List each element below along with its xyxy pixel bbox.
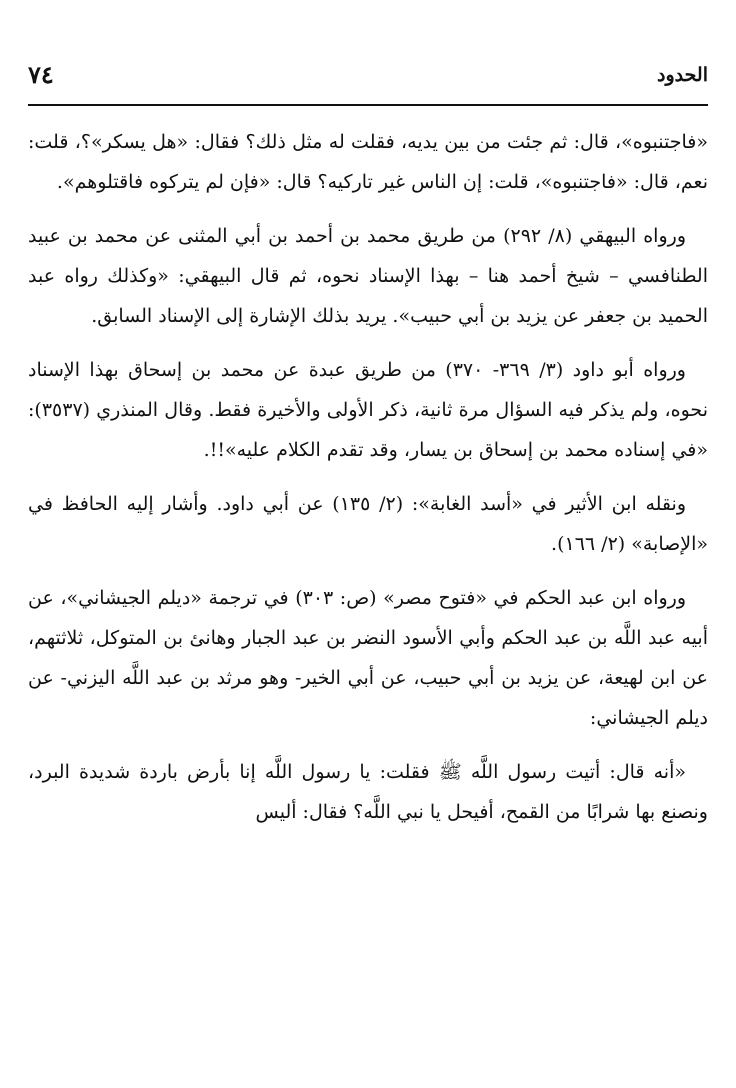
paragraph-line: شديدة البرد، ونصنع بها شرابًا من القمح، أفيحل يا نبي اللَّه؟ فقال: أليس bbox=[28, 761, 708, 823]
paragraph bbox=[28, 350, 708, 470]
paragraph-line: «فاجتنبوه»، قال: ثم جئت من بين يديه، فقلت له مثل ذلك؟ فقال: «هل bbox=[152, 131, 709, 153]
paragraph-line: ونقله ابن الأثير في «أسد الغابة»: (٢/ ١٣٥) عن أبي داود. وأشار إليه bbox=[126, 493, 687, 515]
paragraph-line: ورواه أبو داود (٣/ ٣٦٩- ٣٧٠) من طريق عبدة عن محمد بن إسحاق bbox=[128, 359, 686, 381]
page-number: ٧٤ bbox=[28, 60, 54, 89]
paragraph bbox=[28, 216, 708, 336]
paragraph bbox=[28, 578, 708, 738]
paragraph-line: محمد بن عبيد الطنافسي – شيخ أحمد هنا – بهذا الإسناد نحوه، ثم قال bbox=[28, 225, 708, 287]
paragraph-line: فقط. وقال المنذري (٣٥٣٧): «في إسناده محمد بن إسحاق بن يسار، bbox=[28, 399, 708, 461]
page-body bbox=[28, 122, 708, 846]
paragraph-line: ورواه البيهقي (٨/ ٢٩٢) من طريق محمد بن أحمد بن أبي المثنى عن bbox=[145, 225, 686, 247]
paragraph-line: «أنه قال: أتيت رسول اللَّه ﷺ فقلت: يا رسول اللَّه إنا بأرض باردة bbox=[139, 761, 686, 783]
paragraph-line: الحافظ في «الإصابة» (٢/ ١٦٦). bbox=[28, 493, 708, 555]
paragraph-line: وقد تقدم الكلام عليه»!!. bbox=[203, 439, 398, 461]
paragraph-line: الجيشاني»، عن أبيه عبد اللَّه بن عبد الحكم وأبي الأسود النضر بن bbox=[28, 587, 708, 649]
paragraph bbox=[28, 484, 708, 564]
paragraph-line: يسكر»؟، قلت: نعم، قال: «فاجتنبوه»، قلت: إن الناس غير تاركيه؟ bbox=[28, 131, 708, 193]
paragraph-line: عبد الجبار وهانئ بن المتوكل، ثلاثتهم، عن ابن لهيعة، عن يزيد بن bbox=[28, 627, 708, 689]
paragraph-line: الجيشاني: bbox=[589, 707, 670, 729]
paragraph-line: بهذا الإسناد نحوه، ولم يذكر فيه السؤال مرة ثانية، ذكر الأولى والأخيرة bbox=[28, 359, 708, 421]
paragraph-line: أبي حبيب، عن أبي الخير- وهو مرثد بن عبد اللَّه اليزني- عن ديلم bbox=[28, 667, 708, 729]
paragraph-line: قال: «فإن لم يتركوه فاقتلوهم». bbox=[56, 171, 312, 193]
page-header bbox=[28, 58, 708, 98]
paragraph bbox=[28, 752, 708, 832]
paragraph-line: ورواه ابن عبد الحكم في «فتوح مصر» (ص: ٣٠٣) في ترجمة «ديلم bbox=[157, 587, 686, 609]
paragraph bbox=[28, 122, 708, 202]
paragraph-line: البيهقي: «وكذلك رواه عبد الحميد بن جعفر عن يزيد بن أبي حبيب». bbox=[28, 265, 708, 327]
paragraph-line: يريد بذلك الإشارة إلى الإسناد السابق. bbox=[91, 305, 387, 327]
header-rule bbox=[28, 104, 708, 106]
header-title: الحدود bbox=[657, 64, 708, 86]
